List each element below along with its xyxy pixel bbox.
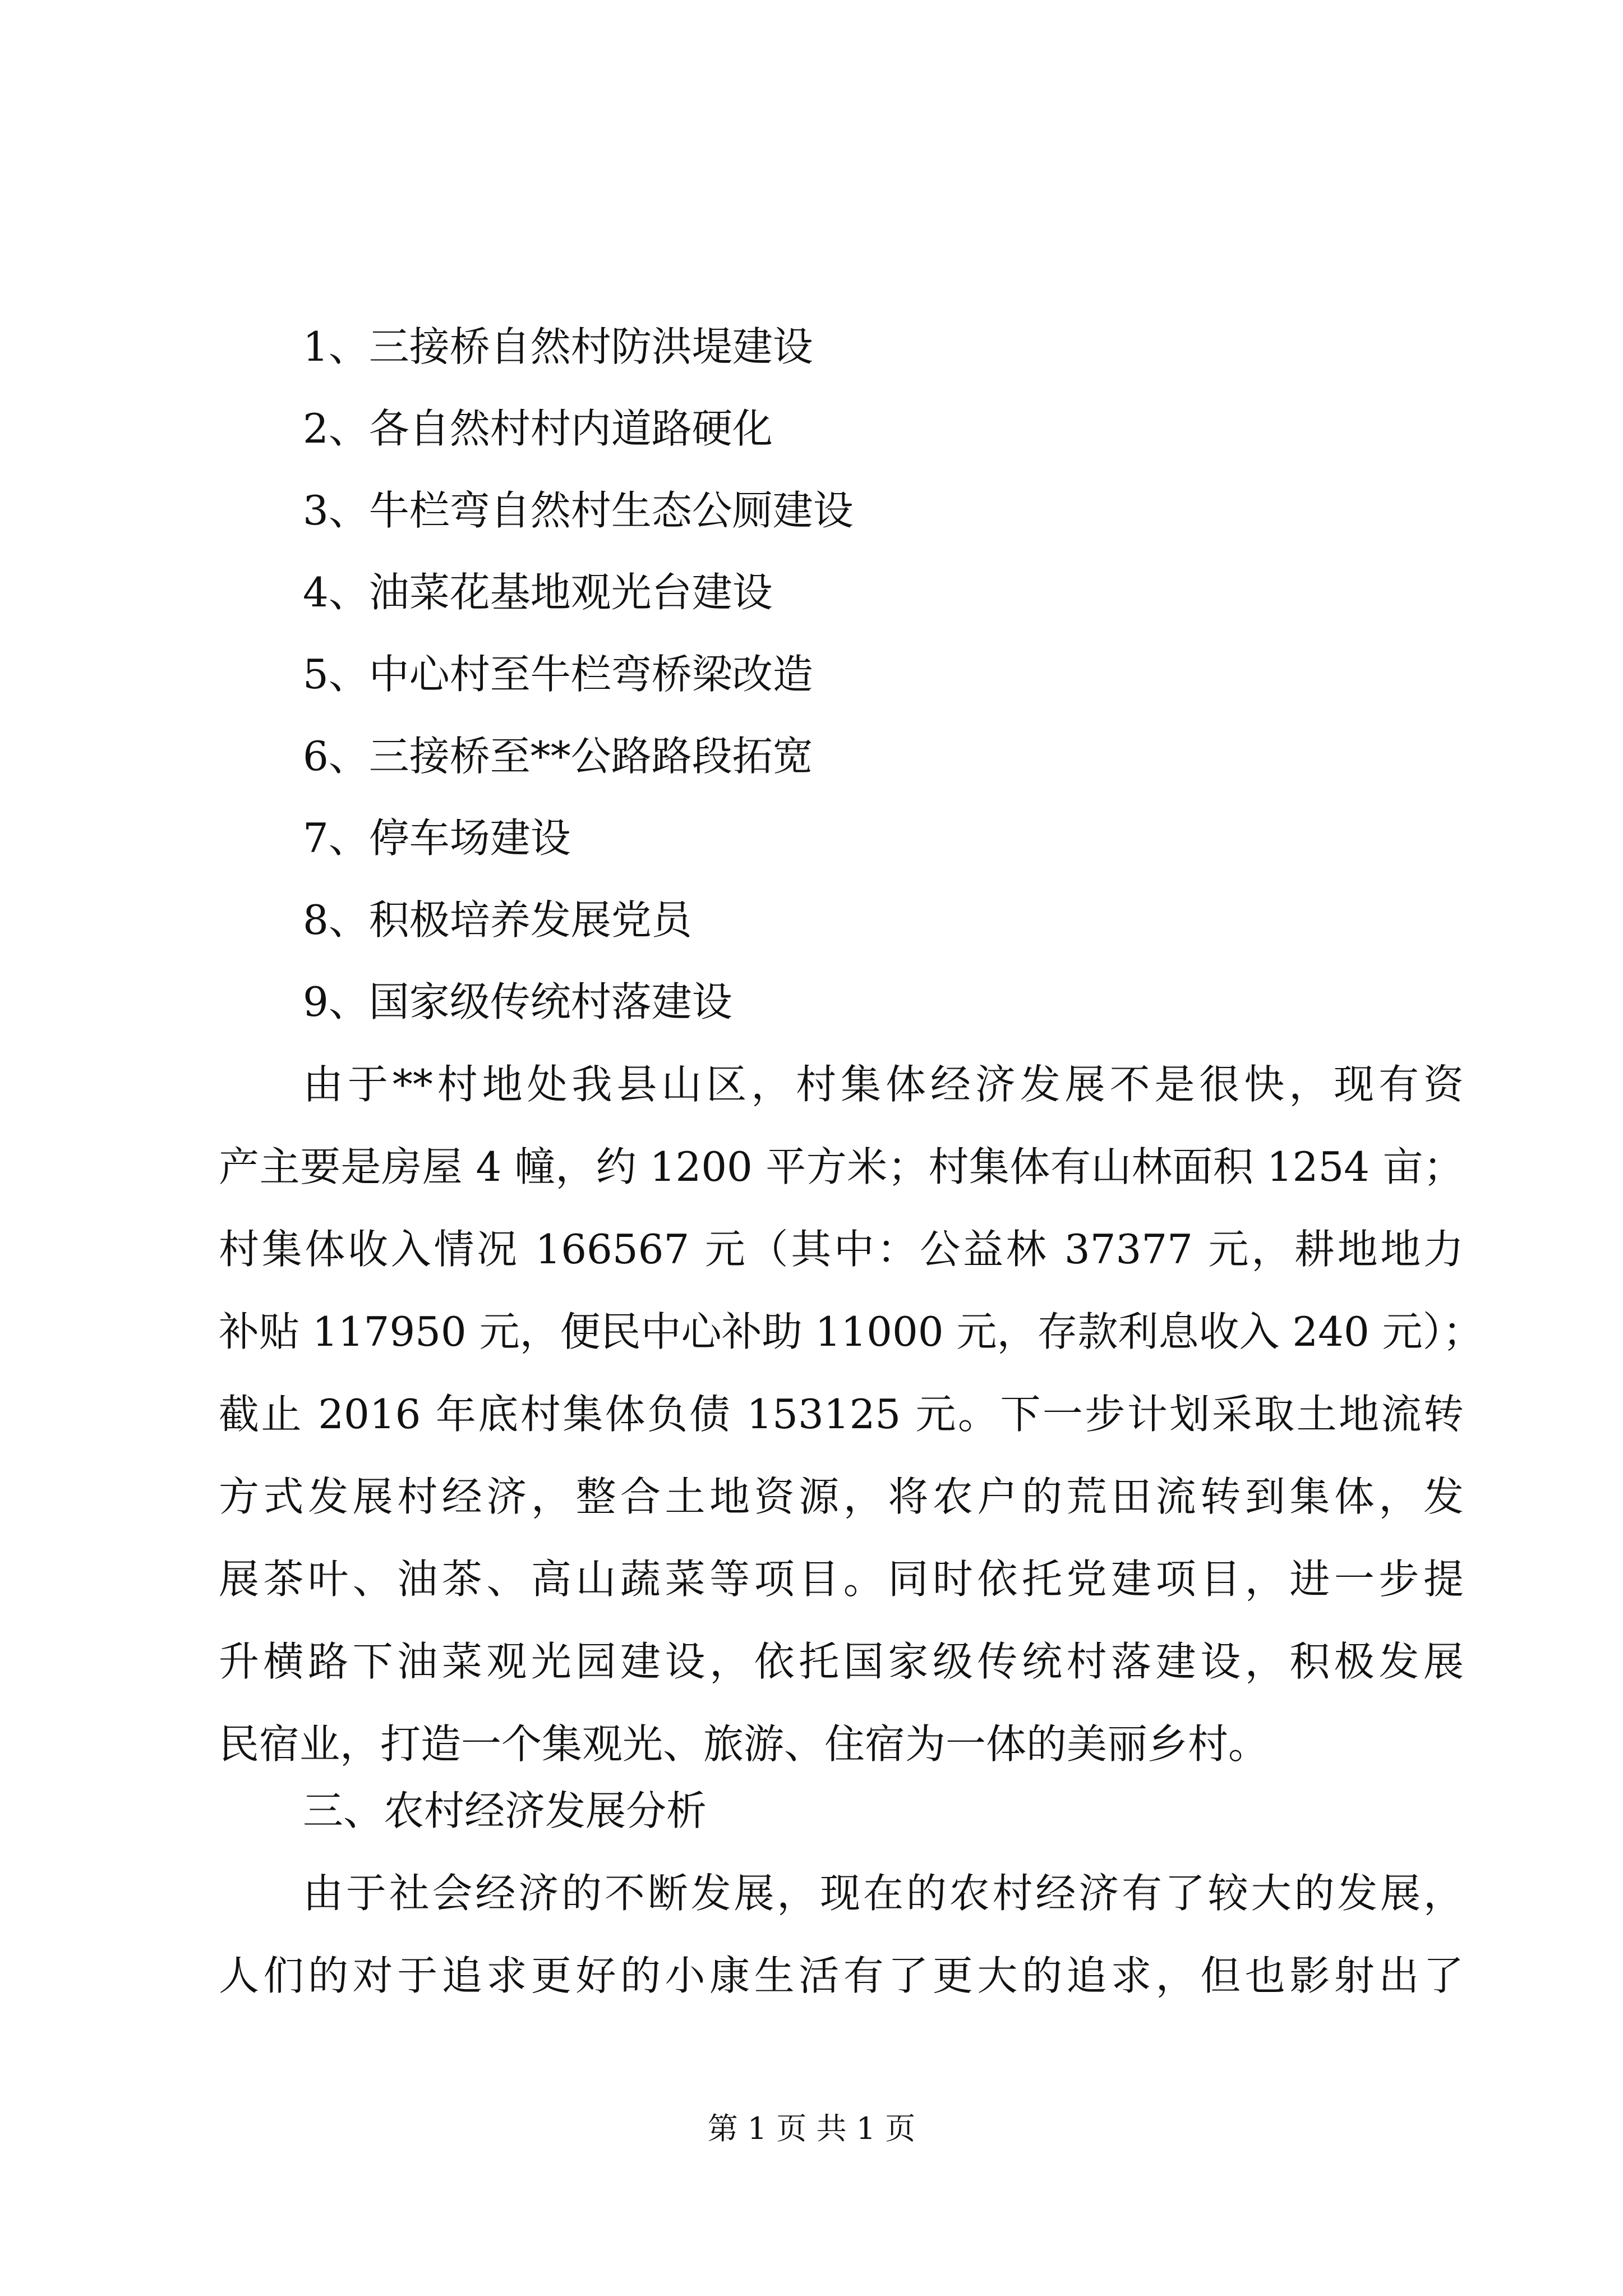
list-item: 2、各自然村村内道路硬化 [303,405,773,452]
list-item: 1、三接桥自然村防洪堤建设 [303,323,813,370]
paragraph-line: 补贴 117950 元，便民中心补助 11000 元，存款利息收入 240 元）； [219,1308,1483,1355]
paragraph-economy [219,1043,1483,1786]
paragraph-line: 展茶叶、油茶、高山蔬菜等项目。同时依托党建项目，进一步提 [219,1556,1464,1603]
project-list [303,306,1424,1043]
page-footer: 第 1 页 共 1 页 [707,2111,916,2146]
paragraph-analysis [219,1852,1464,2017]
paragraph-line: 方式发展村经济，整合土地资源，将农户的荒田流转到集体，发 [219,1473,1464,1520]
paragraph-line: 由于**村地处我县山区，村集体经济发展不是很快，现有资 [303,1061,1464,1108]
paragraph-line: 升横路下油菜观光园建设，依托国家级传统村落建设，积极发展 [219,1638,1464,1685]
list-item: 5、中心村至牛栏弯桥梁改造 [303,651,813,698]
list-item: 3、牛栏弯自然村生态公厕建设 [303,487,854,534]
list-item: 4、油菜花基地观光台建设 [303,569,773,616]
paragraph-line: 民宿业，打造一个集观光、旅游、住宿为一体的美丽乡村。 [219,1720,1269,1768]
paragraph-line: 村集体收入情况 166567 元（其中：公益林 37377 元，耕地地力 [219,1226,1464,1273]
list-item: 6、三接桥至**公路路段拓宽 [303,733,813,780]
list-item: 8、积极培养发展党员 [303,896,692,944]
paragraph-line: 截止 2016 年底村集体负债 153125 元。下一步计划采取土地流转 [219,1391,1464,1438]
paragraph-line: 由于社会经济的不断发展，现在的农村经济有了较大的发展， [303,1870,1464,1917]
paragraph-line: 产主要是房屋 4 幢，约 1200 平方米；村集体有山林面积 1254 亩； [219,1143,1464,1190]
paragraph-line: 人们的对于追求更好的小康生活有了更大的追求，但也影射出了 [219,1952,1464,1999]
list-item: 7、停车场建设 [303,815,571,862]
list-item: 9、国家级传统村落建设 [303,978,732,1025]
section-heading: 三、农村经济发展分析 [303,1787,707,1834]
